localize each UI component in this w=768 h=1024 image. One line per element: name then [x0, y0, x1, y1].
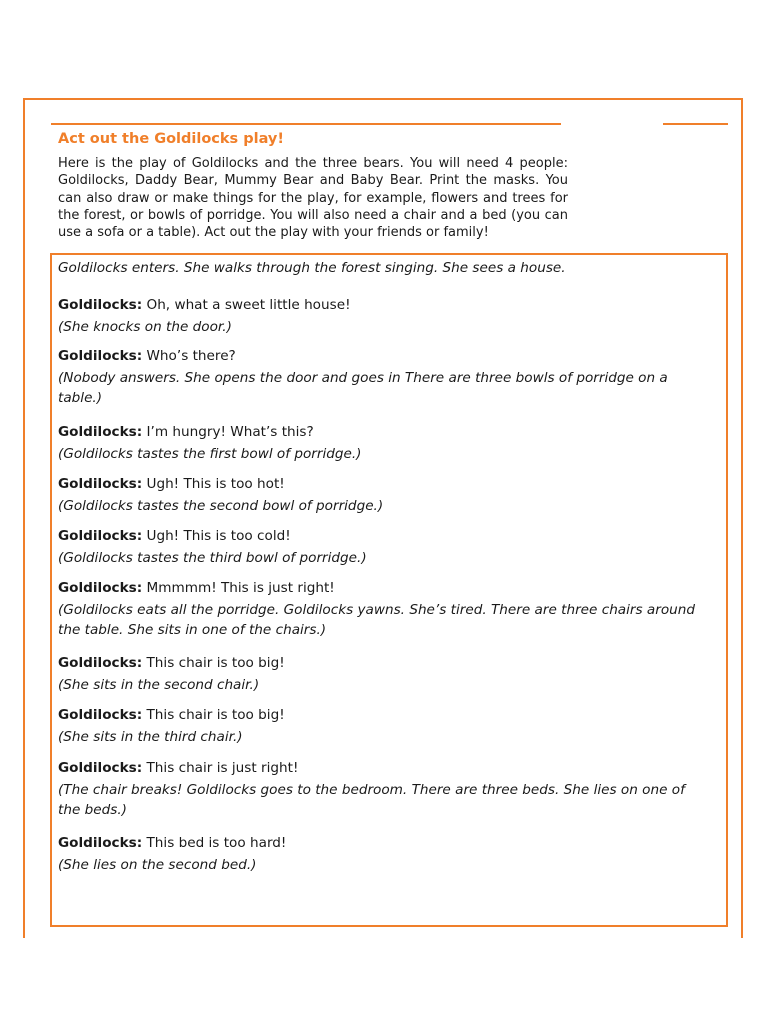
stage-direction: (Goldilocks tastes the third bowl of porridge.) — [58, 550, 367, 566]
speaker-name: Goldilocks: — [58, 760, 143, 776]
speaker-name: Goldilocks: — [58, 348, 143, 364]
dialogue-text: Who’s there? — [142, 348, 236, 364]
dialogue-line — [58, 759, 708, 779]
stage-direction: (Nobody answers. She opens the door and goes in There are three bowls of porridge on a table.) — [58, 370, 668, 406]
dialogue-line — [58, 347, 708, 367]
stage-direction: (Goldilocks tastes the first bowl of porridge.) — [58, 446, 362, 462]
dialogue-line — [58, 834, 708, 854]
dialogue-text: I’m hungry! What’s this? — [142, 424, 314, 440]
dialogue-text: This chair is too big! — [142, 707, 285, 723]
activity-title: Act out the Goldilocks play! — [58, 131, 284, 147]
speaker-name: Goldilocks: — [58, 655, 143, 671]
stage-direction: (She sits in the third chair.) — [58, 729, 243, 745]
speaker-name: Goldilocks: — [58, 297, 143, 313]
dialogue-text: This chair is just right! — [142, 760, 299, 776]
opening-stage-direction: Goldilocks enters. She walks through the forest singing. She sees a house. — [58, 260, 566, 276]
dialogue-line — [58, 296, 708, 316]
speaker-name: Goldilocks: — [58, 528, 143, 544]
stage-direction: (She sits in the second chair.) — [58, 677, 260, 693]
dialogue-text: Mmmmm! This is just right! — [142, 580, 335, 596]
dialogue-line — [58, 527, 708, 547]
dialogue-line — [58, 579, 708, 599]
speaker-name: Goldilocks: — [58, 476, 143, 492]
dialogue-text: Ugh! This is too hot! — [142, 476, 285, 492]
dialogue-line — [58, 475, 708, 495]
stage-direction: (The chair breaks! Goldilocks goes to the bedroom. There are three beds. She lies on one of the beds.) — [58, 782, 685, 818]
stage-direction: (Goldilocks eats all the porridge. Goldilocks yawns. She’s tired. There are three chairs around the table. She sits in one of the chairs.) — [58, 602, 696, 638]
speaker-name: Goldilocks: — [58, 424, 143, 440]
dialogue-text: Ugh! This is too cold! — [142, 528, 291, 544]
speaker-name: Goldilocks: — [58, 835, 143, 851]
dialogue-line — [58, 423, 708, 443]
stage-direction: (She knocks on the door.) — [58, 319, 232, 335]
header-rule-right — [663, 123, 728, 125]
speaker-name: Goldilocks: — [58, 580, 143, 596]
dialogue-line — [58, 706, 708, 726]
activity-instructions: Here is the play of Goldilocks and the three bears. You will need 4 people: Goldilocks, Daddy Bear, Mummy Bear and Baby Bear. Print the masks. You can also draw or make things for the play, for example, flowers and trees for the forest, or bowls of porridge. You will also need a chair and a bed (you can use a sofa or a table). Act out the play with your friends or family! — [58, 156, 568, 241]
dialogue-line — [58, 654, 708, 674]
dialogue-text: This chair is too big! — [142, 655, 285, 671]
dialogue-text: This bed is too hard! — [142, 835, 287, 851]
dialogue-text: Oh, what a sweet little house! — [142, 297, 351, 313]
stage-direction: (Goldilocks tastes the second bowl of porridge.) — [58, 498, 384, 514]
header-rule-left — [51, 123, 561, 125]
stage-direction: (She lies on the second bed.) — [58, 857, 257, 873]
speaker-name: Goldilocks: — [58, 707, 143, 723]
